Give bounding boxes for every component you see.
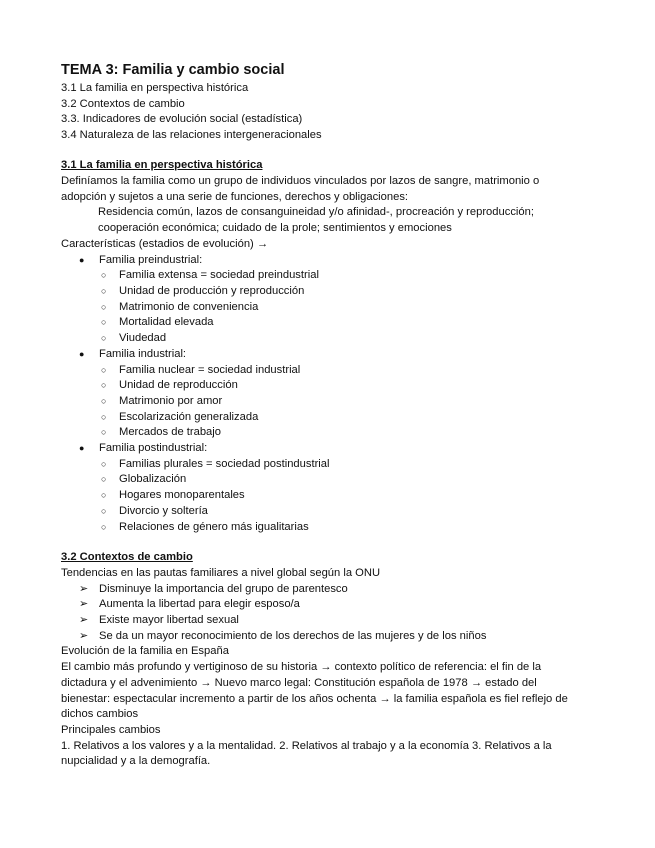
stages-list <box>61 347 606 363</box>
changes-line: 1. Relativos a los valores y a la mentalidad. 2. Relativos al trabajo y a la economía 3. Relativos a la <box>61 739 552 752</box>
paragraph-line: dichos cambios <box>61 708 139 721</box>
stage-label: Familia postindustrial: <box>99 442 208 455</box>
list-item <box>61 520 606 536</box>
list-item-text: Familia extensa = sociedad preindustrial <box>119 269 319 282</box>
list-item-text: Se da un mayor reconocimiento de los derechos de las mujeres y de los niños <box>99 629 487 642</box>
circle-bullet-icon: ○ <box>101 364 107 375</box>
section-3-2-heading: 3.2 Contextos de cambio <box>61 551 193 564</box>
stage-label: Familia preindustrial: <box>99 253 203 266</box>
stages-list <box>61 441 606 457</box>
functions-line: cooperación económica; cuidado de la prole; sentimientos y emociones <box>98 222 452 235</box>
list-item <box>61 331 606 347</box>
list-item-text: Globalización <box>119 473 187 486</box>
list-item <box>61 472 606 488</box>
arrow-bullet-icon: ➢ <box>79 582 89 595</box>
section-3-1-heading: 3.1 La familia en perspectiva histórica <box>61 159 263 172</box>
document-title: TEMA 3: Familia y cambio social <box>61 62 285 78</box>
circle-bullet-icon: ○ <box>101 458 107 469</box>
circle-bullet-icon: ○ <box>101 270 107 281</box>
toc-item: 3.1 La familia en perspectiva histórica <box>61 82 249 94</box>
list-item <box>61 613 606 629</box>
list-item <box>61 394 606 410</box>
stage-sublist <box>61 268 606 347</box>
toc-item: 3.3. Indicadores de evolución social (estadística) <box>61 113 303 126</box>
paragraph-line: bienestar: espectacular incremento a partir de los años ochenta → la familia española es fiel reflejo de <box>61 692 568 705</box>
toc-item: 3.2 Contextos de cambio <box>61 97 185 110</box>
list-item-text: Matrimonio por amor <box>119 394 223 407</box>
circle-bullet-icon: ○ <box>101 301 107 312</box>
list-item-text: Escolarización generalizada <box>119 410 259 423</box>
stage-item <box>61 441 606 457</box>
list-item-text: Matrimonio de conveniencia <box>119 300 259 313</box>
list-item-text: Unidad de producción y reproducción <box>119 285 305 297</box>
list-item-text: Familias plurales = sociedad postindustrial <box>119 457 330 470</box>
list-item <box>61 629 606 645</box>
list-item-text: Aumenta la libertad para elegir esposo/a <box>99 598 300 611</box>
list-item-text: Mortalidad elevada <box>119 316 214 329</box>
arrow-bullet-icon: ➢ <box>79 614 89 627</box>
paragraph-line: El cambio más profundo y vertiginoso de su historia → contexto político de referencia: el fin de la <box>61 661 542 674</box>
list-item <box>61 425 606 441</box>
list-item <box>61 315 606 331</box>
list-item-text: Hogares monoparentales <box>119 489 245 502</box>
arrow-bullet-icon: ➢ <box>79 629 89 642</box>
stage-sublist <box>61 457 606 536</box>
circle-bullet-icon: ○ <box>101 411 107 422</box>
table-of-contents <box>61 81 606 143</box>
characteristics-label: Características (estadios de evolución) → <box>61 237 269 250</box>
circle-bullet-icon: ○ <box>101 395 107 406</box>
stage-item <box>61 347 606 363</box>
definition-line: adopción y sujetos a una serie de funciones, derechos y obligaciones: <box>61 190 409 203</box>
arrow-bullet-icon: ➢ <box>79 598 89 611</box>
bullet-icon: ● <box>79 348 85 359</box>
stages-list <box>61 253 606 269</box>
circle-bullet-icon: ○ <box>101 505 107 516</box>
list-item <box>61 378 606 394</box>
list-item <box>61 300 606 316</box>
paragraph-line: dictadura y el advenimiento → Nuevo marco legal: Constitución española de 1978 → estado del <box>61 676 537 689</box>
list-item <box>61 488 606 504</box>
circle-bullet-icon: ○ <box>101 427 107 438</box>
bullet-icon: ● <box>79 254 85 265</box>
list-item <box>61 284 606 300</box>
principal-title: Principales cambios <box>61 723 161 736</box>
stage-label: Familia industrial: <box>99 347 187 360</box>
toc-item: 3.4 Naturaleza de las relaciones intergeneracionales <box>61 128 322 141</box>
circle-bullet-icon: ○ <box>101 380 107 391</box>
list-item <box>61 410 606 426</box>
bullet-icon: ● <box>79 443 85 454</box>
list-item <box>61 504 606 520</box>
functions-line: Residencia común, lazos de consanguineidad y/o afinidad-, procreación y reproducción; <box>98 206 534 219</box>
list-item <box>61 582 606 598</box>
circle-bullet-icon: ○ <box>101 474 107 485</box>
list-item <box>61 268 606 284</box>
list-item-text: Viudedad <box>119 332 167 345</box>
list-item <box>61 597 606 613</box>
stage-sublist <box>61 363 606 442</box>
list-item <box>61 457 606 473</box>
definition-line: Definíamos la familia como un grupo de individuos vinculados por lazos de sangre, matrimonio o <box>61 175 540 188</box>
document-page <box>61 61 606 770</box>
list-item-text: Disminuye la importancia del grupo de parentesco <box>99 582 348 595</box>
changes-line: nupcialidad y a la demografía. <box>61 755 211 768</box>
list-item-text: Unidad de reproducción <box>119 379 238 392</box>
stage-item <box>61 253 606 269</box>
circle-bullet-icon: ○ <box>101 521 107 532</box>
trends-list <box>61 582 606 645</box>
circle-bullet-icon: ○ <box>101 286 107 296</box>
trends-intro: Tendencias en las pautas familiares a nivel global según la ONU <box>61 566 381 579</box>
list-item-text: Mercados de trabajo <box>119 426 221 439</box>
circle-bullet-icon: ○ <box>101 490 107 501</box>
circle-bullet-icon: ○ <box>101 333 107 344</box>
evolution-title: Evolución de la familia en España <box>61 645 229 658</box>
list-item <box>61 363 606 379</box>
circle-bullet-icon: ○ <box>101 317 107 328</box>
list-item-text: Existe mayor libertad sexual <box>99 614 239 627</box>
list-item-text: Relaciones de género más igualitarias <box>119 520 309 533</box>
list-item-text: Divorcio y soltería <box>119 504 208 517</box>
list-item-text: Familia nuclear = sociedad industrial <box>119 363 301 376</box>
